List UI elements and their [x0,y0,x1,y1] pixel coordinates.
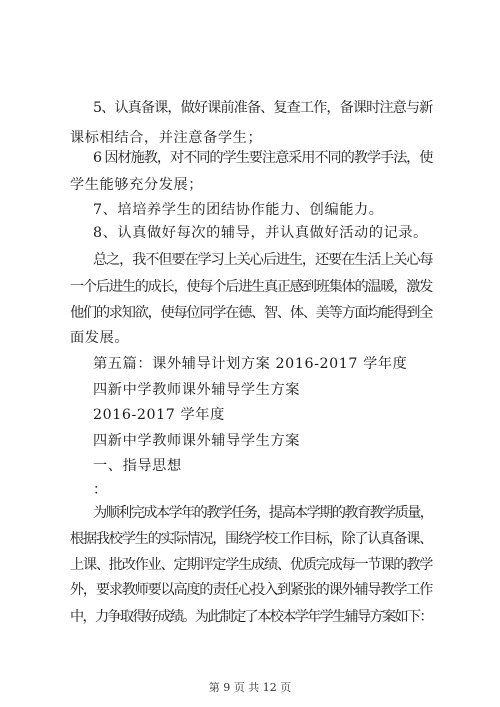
school-year: 2016-2017 学年度 [93,407,225,423]
text-line-9: 他们的求知欲，使每位同学在德、智、体、美等方面均能得到全 [70,305,433,321]
plan-title-1: 四新中学教师课外辅导学生方案 [93,382,301,398]
text-line-2: 课标相结合，并注意备学生； [70,130,263,146]
text-line-10: 面发展。 [70,330,130,346]
text-line-3: 6 因材施教，对不同的学生要注意采用不同的教学手法，使 [93,150,433,166]
plan-title-2: 四新中学教师课外辅导学生方案 [93,433,301,449]
section-heading: 第五篇：课外辅导计划方案 2016-2017 学年度 [93,356,408,372]
text-line-19: 上课、批改作业、定期评定学生成绩、优质完成每一节课的教学 [70,557,433,573]
stray-colon: ： [93,482,108,498]
text-line-5: 7、培培养学生的团结协作能力、创编能力。 [93,202,384,218]
page-footer: 第 9 页 共 12 页 [208,681,292,694]
text-line-21: 中，力争取得好成绩。为此制定了本校本学年学生辅导方案如下： [70,609,432,625]
text-line-8: 一个后进生的成长，使每个后进生真正感到班集体的温暖，激发 [70,279,433,295]
text-line-18: 根据我校学生的实际情况，围绕学校工作目标，除了认真备课、 [70,531,433,547]
text-line-20: 外，要求教师要以高度的责任心投入到紧张的课外辅导教学工作 [70,582,433,598]
text-line-17: 为顺利完成本学年的教学任务，提高本学期的教育教学质量， [93,505,433,521]
text-line-7: 总之，我不但要在学习上关心后进生，还要在生活上关心每 [93,252,433,268]
text-line-1: 5、认真备课，做好课前准备、复查工作，备课时注意与新 [93,100,433,116]
subheading-guiding-thought: 一、指导思想 [93,458,182,474]
text-line-4: 学生能够充分发展； [70,177,204,193]
text-line-6: 8、认真做好每次的辅导，并认真做好活动的记录。 [93,225,428,241]
